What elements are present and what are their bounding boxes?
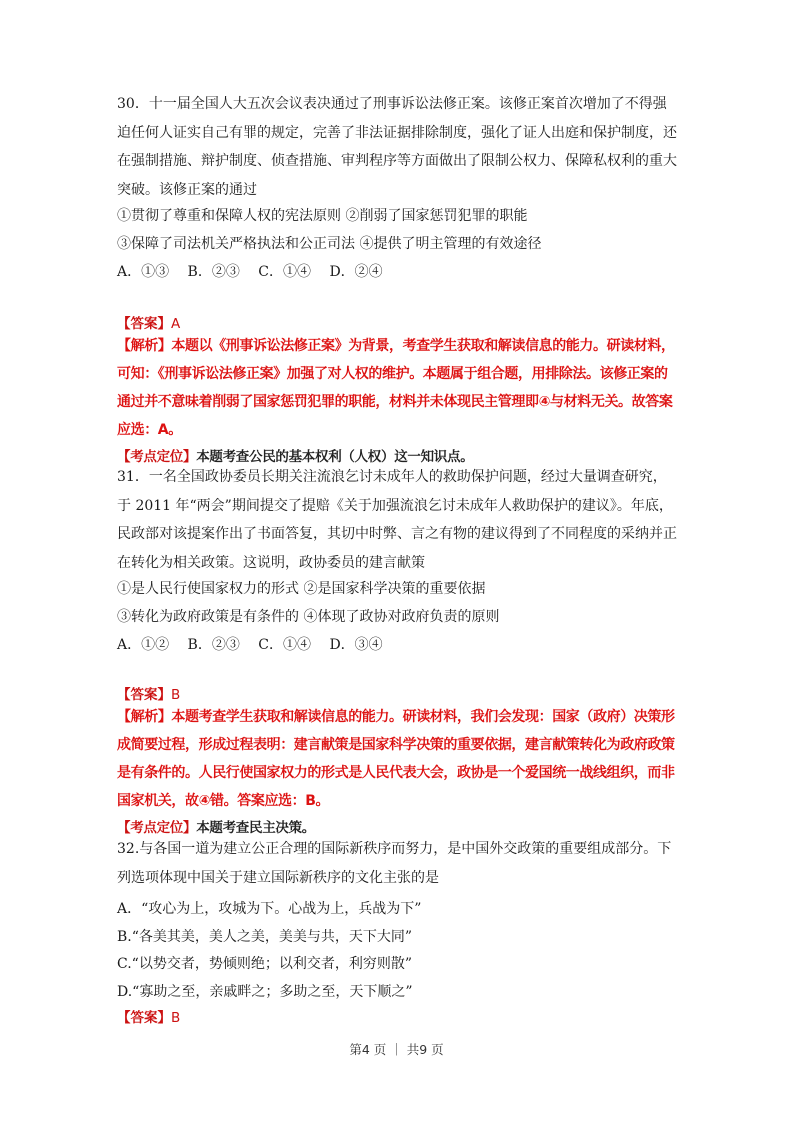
knowledge-point-text: 本题考查民主决策。 [196,820,316,836]
answer-value: A [171,316,181,332]
analysis-text: 本题以《刑事诉讼法修正案》为背景，考查学生获取和解读信息的能力。研读材料，可知：《刑事诉讼法修正案》加强了对人权的维护。本题属于组合题，用排除法。该修正案的通过并不意味着削弱了国家惩罚犯罪的职能，材料并未体现民主管理即④与材料无关。故答案应选：A。 [117,338,675,438]
q30-answer [117,312,180,332]
q31-answer [117,683,180,703]
knowledge-point-tag: 【考点定位】 [117,820,197,836]
q31-option-line-1: ①是人民行使国家权力的形式 ②是国家科学决策的重要依据 [117,581,486,597]
page-footer: 第4 页 ｜ 共9 页 [349,1042,444,1057]
q32-option-b: B.“各美其美，美人之美，美美与共，天下大同” [117,929,413,945]
analysis-tag: 【解析】 [117,709,172,725]
q30-analysis [117,332,677,444]
q30-stem: 30．十一届全国人大五次会议表决通过了刑事诉讼法修正案。该修正案首次增加了不得强迫任何人证实自己有罪的规定，完善了非法证据排除制度，强化了证人出庭和保护制度，还在强制措施、辩护制度、侦查措施、审判程序等方面做出了限制公权力、保障私权利的重大突破。该修正案的通过 [117,96,677,198]
knowledge-point-tag: 【考点定位】 [117,449,197,465]
q32-option-d: D.“寡助之至，亲戚畔之；多助之至，天下顺之” [117,984,413,1000]
analysis-text: 本题考查学生获取和解读信息的能力。研读材料，我们会发现：国家（政府）决策形成简要过程，形成过程表明：建言献策是国家科学决策的重要依据，建言献策转化为政府政策是有条件的。人民行使国家权力的形式是人民代表大会，政协是一个爱国统一战线组织，而非国家机关，故④错。答案应选：B。 [117,709,675,809]
q32-option-a: A．“攻心为上，攻城为下。心战为上，兵战为下” [117,901,422,917]
q31-knowledge-point [117,816,315,836]
answer-tag: 【答案】 [117,687,171,703]
answer-tag: 【答案】 [117,316,171,332]
q30-choices: A．①③ B．②③ C．①④ D．②④ [117,264,383,280]
q31-choices: A．①② B．②③ C．①④ D．③④ [117,637,383,653]
q31-stem: 31．一名全国政协委员长期关注流浪乞讨未成年人的救助保护问题，经过大量调查研究，于 2011 年“两会”期间提交了提赔《关于加强流浪乞讨未成年人救助保护的建议》。年底，民政部对该提案作出了书面答复，其切中时弊、言之有物的建议得到了不同程度的采纳并正在转化为相关政策。这说明，政协委员的建言献策 [117,469,677,571]
q30-knowledge-point [117,445,473,465]
q31-analysis [117,703,677,815]
answer-value: B [171,687,181,703]
answer-value: B [171,1010,181,1026]
answer-tag: 【答案】 [117,1010,171,1026]
q32-answer [117,1006,180,1026]
knowledge-point-text: 本题考查公民的基本权利（人权）这一知识点。 [196,449,474,465]
q30-option-line-1: ①贯彻了尊重和保障人权的宪法原则 ②削弱了国家惩罚犯罪的职能 [117,208,528,224]
q31-option-line-2: ③转化为政府政策是有条件的 ④体现了政协对政府负责的原则 [117,609,500,625]
analysis-tag: 【解析】 [117,338,172,354]
q32-option-c: C.“以势交者，势倾则绝；以利交者，利穷则散” [117,956,412,972]
q30-option-line-2: ③保障了司法机关严格执法和公正司法 ④提供了明主管理的有效途径 [117,236,542,252]
q32-stem: 32.与各国一道为建立公正合理的国际新秩序而努力，是中国外交政策的重要组成部分。下列选项体现中国关于建立国际新秩序的文化主张的是 [117,841,672,886]
